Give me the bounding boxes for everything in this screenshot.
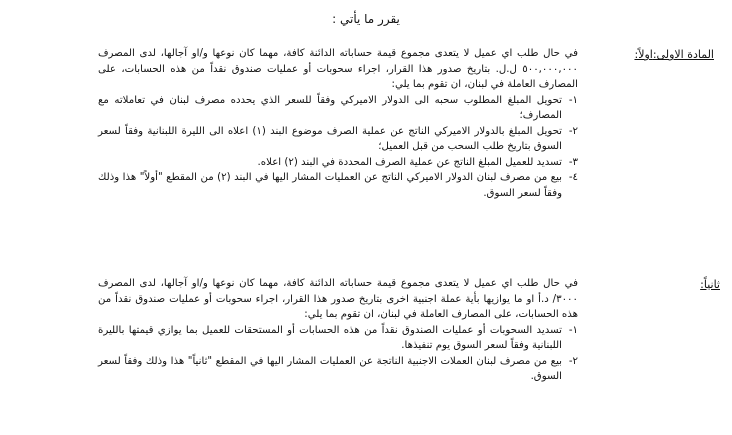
article-label [602,276,720,293]
clause-text: تحويل المبلغ بالدولار الاميركي الناتج عن عملية الصرف موضوع البند (١) اعلاه الى الليرة اللبنانية وفقاً لسعر السوق بتاريخ طلب السحب من قبل العميل؛ [98,125,562,152]
article-intro: في حال طلب اي عميل لا يتعدى مجموع قيمة حساباته الدائنة كافة، مهما كان نوعها و/او آجالها، لدى المصرف ٣٠٠٠/ د.أ او ما يوازيها بأية عملة اجنبية اخرى بتاريخ صدور هذا القرار، اجراء سحوبات أو عمليات صندوق نقداً من هذه الحسابات، على المصارف العاملة في لبنان، ان تقوم بما يلي: [98,278,578,320]
clause-item [98,170,578,201]
clause-number: ١- [568,94,578,106]
clause-list [98,93,578,202]
article-intro: في حال طلب اي عميل لا يتعدى مجموع قيمة حساباته الدائنة كافة، مهما كان نوعها و/او آجالها، لدى المصرف ٥٠٠,٠٠٠,٠٠٠ ل.ل. بتاريخ صدور هذا القرار، اجراء سحوبات أو عمليات صندوق نقداً من هذه الحسابات، على المصارف العاملة في لبنان، ان تقوم بما يلي: [98,48,578,90]
clause-number: ٤- [568,172,578,183]
article-body [98,46,578,201]
article-label [602,46,720,63]
decision-heading: يقرر ما يأتي : [332,12,400,26]
article-body [98,276,578,385]
clause-item [98,155,578,171]
clause-item [98,124,578,155]
clause-list [98,323,578,385]
clause-item [98,93,578,124]
clause-number: ١- [568,324,578,336]
clause-text: بيع من مصرف لبنان الدولار الاميركي الناتج عن العمليات المشار اليها في البند (٢) من المقطع "أولاً" هذا وذلك وفقاً لسعر السوق. [98,172,563,199]
clause-text: تسديد السحوبات أو عمليات الصندوق نقداً من هذه الحسابات أو المستحقات للعميل بما يوازي قيمتها بالليرة اللبنانية وفقاً لسعر السوق يوم تنفيذها. [98,324,562,351]
clause-text: تحويل المبلغ المطلوب سحبه الى الدولار الاميركي وفقاً للسعر الذي يحدده مصرف لبنان في تعاملاته مع المصارف؛ [98,94,562,121]
clause-text: بيع من مصرف لبنان العملات الاجنبية الناتجة عن العمليات المشار اليها في المقطع "ثانياً" هذا وذلك وفقاً لسعر السوق. [98,355,562,382]
article-title: المادة الاولى: [652,48,714,61]
section-label-first: اولاً: [634,48,653,61]
clause-item [98,354,578,385]
section-label-second: ثانياً: [700,278,720,291]
clause-number: ٣- [568,156,578,168]
clause-item [98,323,578,354]
clause-text: تسديد للعميل المبلغ الناتج عن عملية الصرف المحددة في البند (٢) اعلاه. [257,156,562,168]
clause-number: ٢- [568,125,578,137]
clause-number: ٢- [568,355,578,367]
